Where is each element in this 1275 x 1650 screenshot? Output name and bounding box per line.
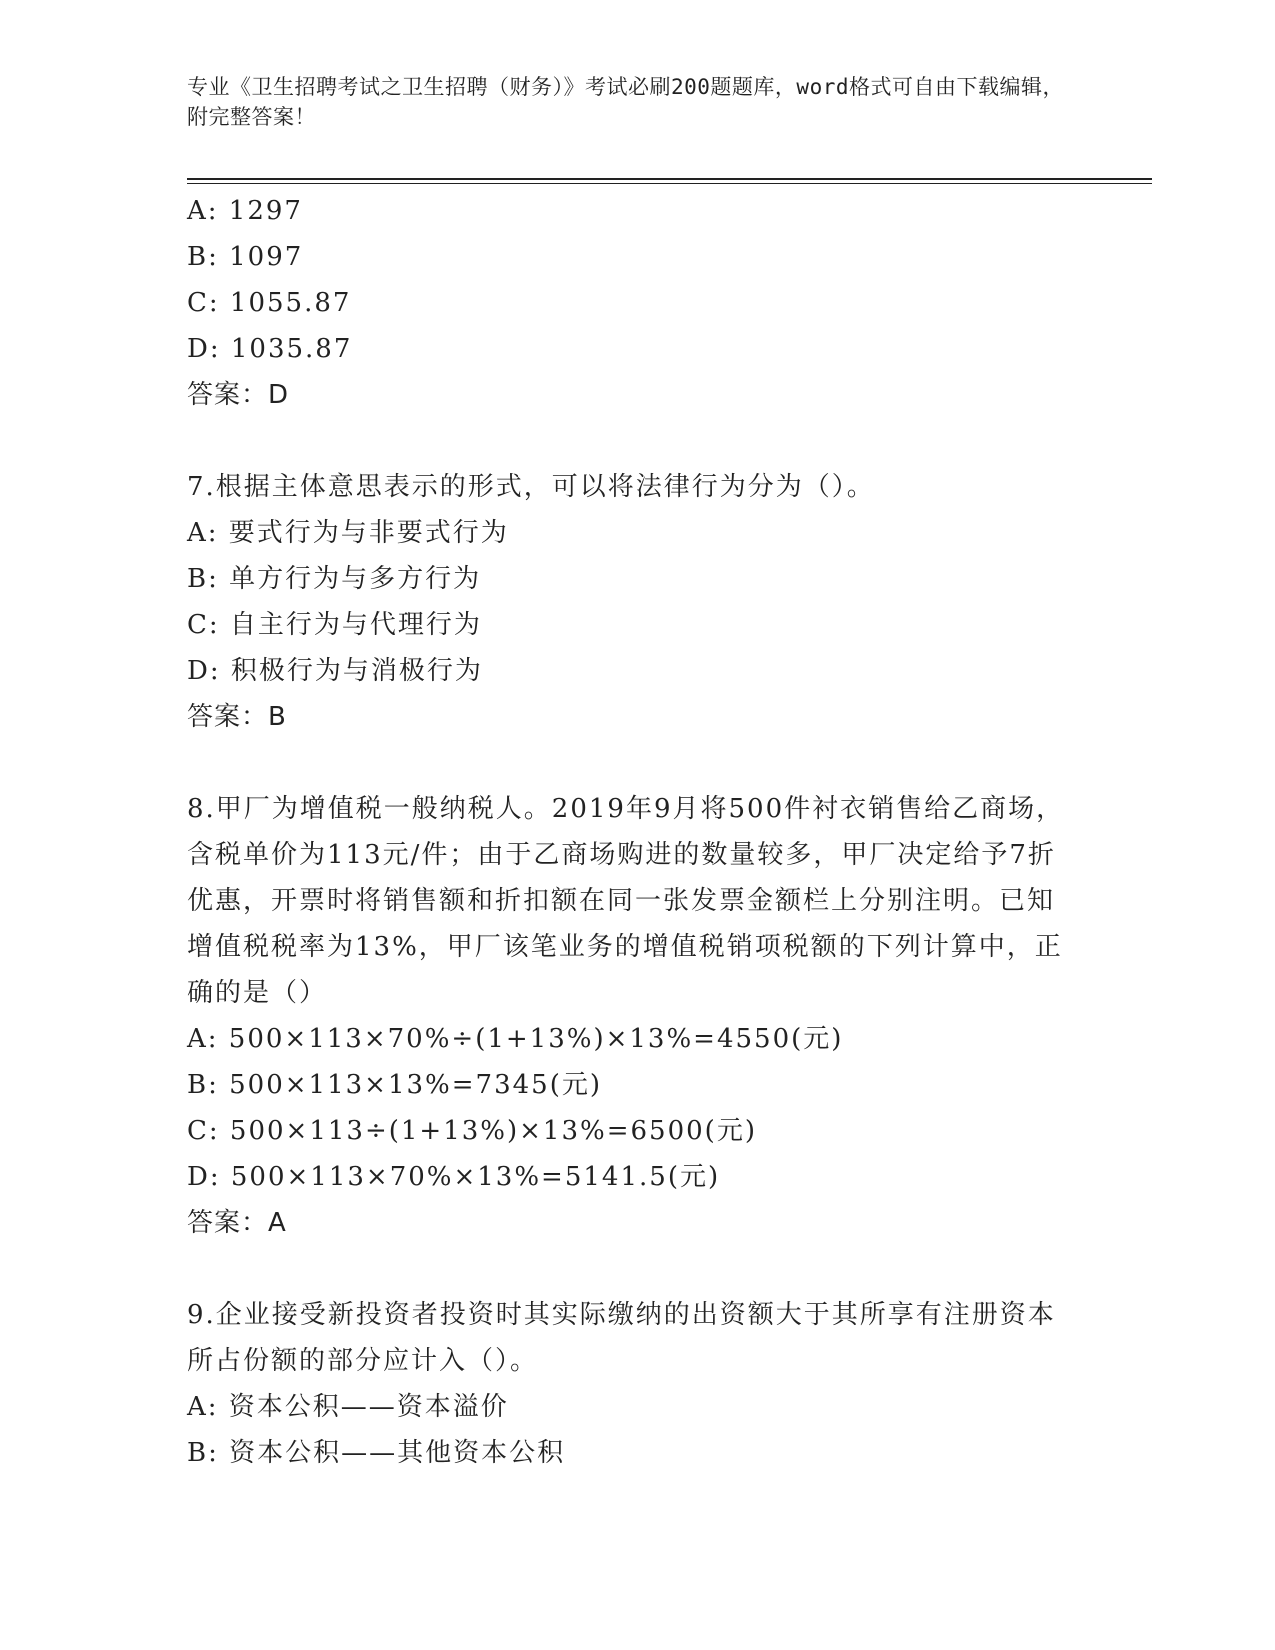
option-a: A: 资本公积——资本溢价 xyxy=(187,1392,509,1422)
question-text: 8.甲厂为增值税一般纳税人。2019年9月将500件衬衣销售给乙商场，含税单价为113元/件；由于乙商场购进的数量较多，甲厂决定给予7折优惠，开票时将销售额和折扣额在同一张发票金额栏上分别注明。已知增值税税率为13%，甲厂该笔业务的增值税销项税额的下列计算中，正确的是（） xyxy=(187,794,1065,1008)
option-b: B: 资本公积——其他资本公积 xyxy=(187,1438,566,1468)
option-c: C: 1055.87 xyxy=(187,288,352,318)
option-a: A: 500×113×70%÷(1+13%)×13%=4550(元) xyxy=(187,1024,844,1054)
option-c: C: 自主行为与代理行为 xyxy=(187,610,482,640)
answer-label: 答案：A xyxy=(187,1208,287,1238)
option-b: B: 500×113×13%=7345(元) xyxy=(187,1070,602,1100)
option-a: A: 要式行为与非要式行为 xyxy=(187,518,509,548)
question-8 xyxy=(187,786,1067,1246)
option-d: D: 积极行为与消极行为 xyxy=(187,656,483,686)
header-divider-thin xyxy=(187,183,1152,184)
question-list xyxy=(187,188,1067,1476)
question-7 xyxy=(187,464,1067,740)
option-b: B: 单方行为与多方行为 xyxy=(187,564,482,594)
option-d: D: 1035.87 xyxy=(187,334,353,364)
document-header: 专业《卫生招聘考试之卫生招聘（财务）》考试必刷200题题库，word格式可自由下载编辑，附完整答案！ xyxy=(187,75,1064,129)
spacer xyxy=(187,1246,1067,1292)
question-9 xyxy=(187,1292,1067,1476)
spacer xyxy=(187,740,1067,786)
question-text: 9.企业接受新投资者投资时其实际缴纳的出资额大于其所享有注册资本所占份额的部分应计入（）。 xyxy=(187,1300,1056,1376)
option-d: D: 500×113×70%×13%=5141.5(元) xyxy=(187,1162,721,1192)
option-b: B: 1097 xyxy=(187,242,304,272)
option-a: A: 1297 xyxy=(187,196,303,226)
option-c: C: 500×113÷(1+13%)×13%=6500(元) xyxy=(187,1116,757,1146)
answer-label: 答案：D xyxy=(187,380,290,410)
header-divider-thick xyxy=(187,178,1152,180)
question-text: 7.根据主体意思表示的形式，可以将法律行为分为（）。 xyxy=(187,472,875,502)
question-6 xyxy=(187,188,1067,418)
spacer xyxy=(187,418,1067,464)
answer-label: 答案：B xyxy=(187,702,287,732)
